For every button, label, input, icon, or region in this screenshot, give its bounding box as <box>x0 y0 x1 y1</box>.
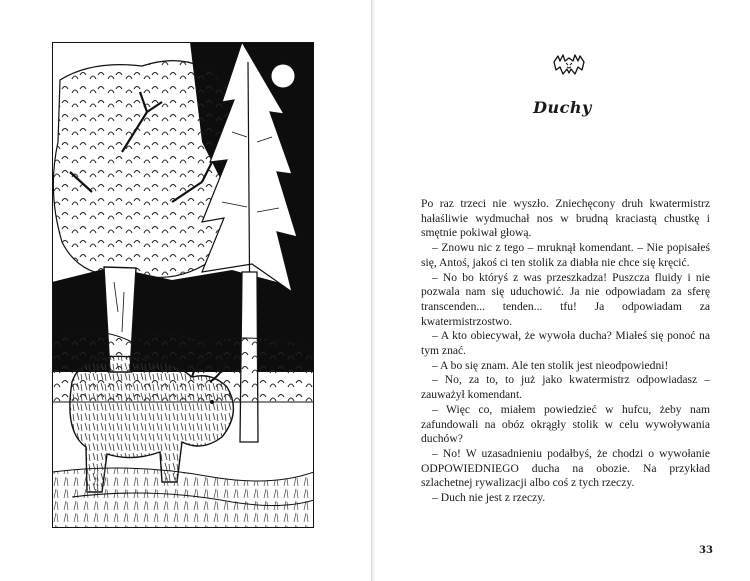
right-page <box>375 0 750 581</box>
bat-ornament-icon <box>552 52 586 78</box>
paragraph: – A bo się znam. Ale ten stolik jest nieodpowiedni! <box>432 358 669 372</box>
paragraph: – A kto obiecywał, że wywoła ducha? Miałeś się ponoć na tym znać. <box>421 329 710 358</box>
left-page <box>0 0 372 581</box>
forest-night-bison-illustration <box>52 42 314 528</box>
paragraph: – Więc co, miałem powiedzieć w hufcu, żeby nam zafundowali na obóz okrągły stolik w celu wywoływania duchów? <box>421 402 710 446</box>
chapter-body-text <box>421 197 710 506</box>
page-number: 33 <box>699 545 713 556</box>
paragraph: – Duch nie jest z rzeczy. <box>432 491 546 505</box>
chapter-title: Duchy <box>533 98 592 117</box>
paragraph: – Znowu nic z tego – mruknął komendant. – Nie popisałeś się, Antoś, jakoś ci ten stolik za diabła nie chce się kręcić. <box>421 241 710 269</box>
paragraph: Po raz trzeci nie wyszło. Zniechęcony druh kwatermistrz hałaśliwie wydmuchał nos w brudną kraciastą chustkę i smętnie pokiwał głową. <box>421 197 710 240</box>
paragraph: – No, za to, to już jako kwatermistrz odpowiadasz – zauważył komendant. <box>421 373 710 402</box>
paragraph: – No bo któryś z was przeszkadza! Puszcza fluidy i nie pozwala nam się uduchowić. Ja nie odpowiadam za sferę transcenden... tenden... tfu! Ja odpowiadam za kwatermistrzostwo. <box>421 270 710 328</box>
paragraph: – No! W uzasadnieniu podałbyś, że chodzi o wywołanie ODPOWIEDNIEGO ducha na obozie. Na przykład szlachetnej rywalizacji albo coś z tych rzeczy. <box>421 446 710 490</box>
